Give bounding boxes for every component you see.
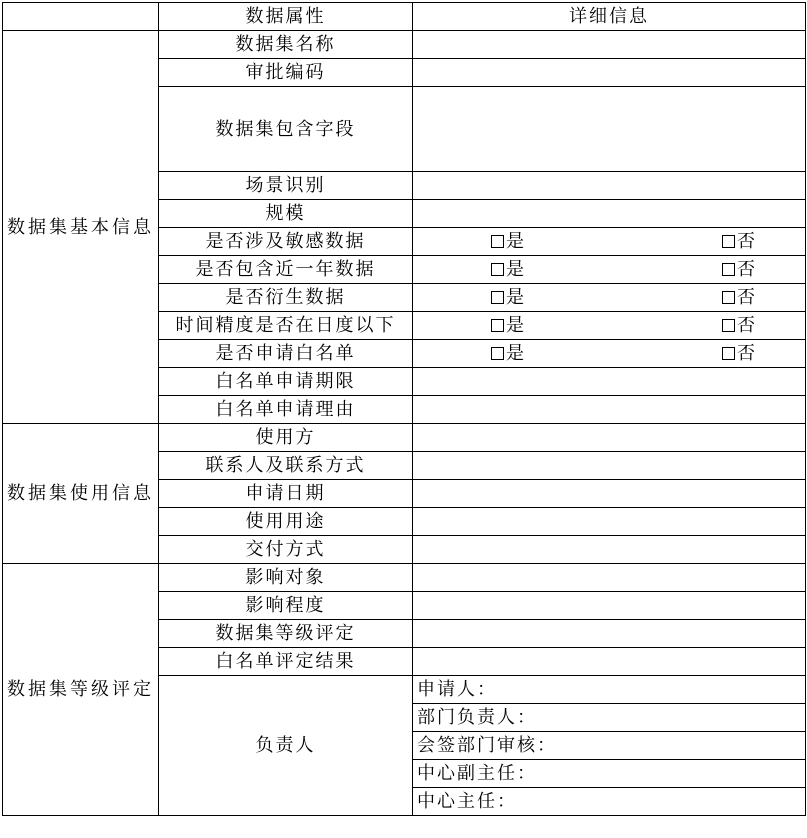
label-approval-code: 审批编码 xyxy=(159,59,413,87)
label-sensitive: 是否涉及敏感数据 xyxy=(159,228,413,256)
signer-cosign[interactable]: 会签部门审核： xyxy=(413,732,806,760)
option-yes-label: 是 xyxy=(506,315,526,336)
checkbox-icon[interactable] xyxy=(722,291,735,304)
precision-yes-option[interactable] xyxy=(491,312,526,339)
label-recent: 是否包含近一年数据 xyxy=(159,256,413,284)
option-yes-label: 是 xyxy=(506,287,526,308)
signer-deputy[interactable]: 中心副主任： xyxy=(413,760,806,788)
section-basic-info: 数据集基本信息 xyxy=(3,31,159,424)
value-scale[interactable] xyxy=(413,200,806,228)
checkbox-icon[interactable] xyxy=(722,263,735,276)
header-detail: 详细信息 xyxy=(413,3,806,31)
row-name xyxy=(3,31,806,59)
value-wl-result[interactable] xyxy=(413,648,806,676)
checkbox-icon[interactable] xyxy=(491,291,504,304)
label-purpose: 使用用途 xyxy=(159,508,413,536)
value-approval-code[interactable] xyxy=(413,59,806,87)
value-scene[interactable] xyxy=(413,172,806,200)
option-no-label: 否 xyxy=(737,231,757,252)
whitelist-no-option[interactable] xyxy=(722,340,757,367)
label-scene: 场景识别 xyxy=(159,172,413,200)
value-fields[interactable] xyxy=(413,87,806,172)
value-wl-period[interactable] xyxy=(413,368,806,396)
label-impact-object: 影响对象 xyxy=(159,564,413,592)
option-yes-label: 是 xyxy=(506,343,526,364)
label-scale: 规模 xyxy=(159,200,413,228)
row-impact-obj xyxy=(3,564,806,592)
value-whitelist xyxy=(413,340,806,368)
option-no-label: 否 xyxy=(737,343,757,364)
checkbox-icon[interactable] xyxy=(491,263,504,276)
label-derived: 是否衍生数据 xyxy=(159,284,413,312)
header-attr: 数据属性 xyxy=(159,3,413,31)
value-impact-object[interactable] xyxy=(413,564,806,592)
signer-director[interactable]: 中心主任： xyxy=(413,788,806,816)
dataset-application-form xyxy=(2,2,806,816)
section-usage-info: 数据集使用信息 xyxy=(3,424,159,564)
label-grade-eval: 数据集等级评定 xyxy=(159,620,413,648)
checkbox-icon[interactable] xyxy=(491,347,504,360)
value-precision xyxy=(413,312,806,340)
label-whitelist: 是否申请白名单 xyxy=(159,340,413,368)
value-sensitive xyxy=(413,228,806,256)
label-delivery: 交付方式 xyxy=(159,536,413,564)
label-impact-degree: 影响程度 xyxy=(159,592,413,620)
label-wl-result: 白名单评定结果 xyxy=(159,648,413,676)
row-user xyxy=(3,424,806,452)
option-yes-label: 是 xyxy=(506,231,526,252)
value-contact[interactable] xyxy=(413,452,806,480)
option-no-label: 否 xyxy=(737,315,757,336)
checkbox-icon[interactable] xyxy=(722,347,735,360)
sensitive-yes-option[interactable] xyxy=(491,228,526,255)
header-row xyxy=(3,3,806,31)
whitelist-yes-option[interactable] xyxy=(491,340,526,367)
label-user: 使用方 xyxy=(159,424,413,452)
derived-no-option[interactable] xyxy=(722,284,757,311)
option-no-label: 否 xyxy=(737,259,757,280)
label-dataset-name: 数据集名称 xyxy=(159,31,413,59)
checkbox-icon[interactable] xyxy=(722,235,735,248)
option-yes-label: 是 xyxy=(506,259,526,280)
value-delivery[interactable] xyxy=(413,536,806,564)
value-wl-reason[interactable] xyxy=(413,396,806,424)
value-recent xyxy=(413,256,806,284)
value-date[interactable] xyxy=(413,480,806,508)
value-impact-degree[interactable] xyxy=(413,592,806,620)
label-precision: 时间精度是否在日度以下 xyxy=(159,312,413,340)
label-contact: 联系人及联系方式 xyxy=(159,452,413,480)
recent-yes-option[interactable] xyxy=(491,256,526,283)
signer-dept-head[interactable]: 部门负责人： xyxy=(413,704,806,732)
label-fields: 数据集包含字段 xyxy=(159,87,413,172)
value-grade-eval[interactable] xyxy=(413,620,806,648)
value-user[interactable] xyxy=(413,424,806,452)
corner-cell xyxy=(3,3,159,31)
sensitive-no-option[interactable] xyxy=(722,228,757,255)
value-dataset-name[interactable] xyxy=(413,31,806,59)
derived-yes-option[interactable] xyxy=(491,284,526,311)
checkbox-icon[interactable] xyxy=(491,319,504,332)
checkbox-icon[interactable] xyxy=(722,319,735,332)
precision-no-option[interactable] xyxy=(722,312,757,339)
value-derived xyxy=(413,284,806,312)
value-purpose[interactable] xyxy=(413,508,806,536)
option-no-label: 否 xyxy=(737,287,757,308)
checkbox-icon[interactable] xyxy=(491,235,504,248)
recent-no-option[interactable] xyxy=(722,256,757,283)
label-responsible: 负责人 xyxy=(159,676,413,816)
label-date: 申请日期 xyxy=(159,480,413,508)
label-wl-period: 白名单申请期限 xyxy=(159,368,413,396)
signer-applicant[interactable]: 申请人： xyxy=(413,676,806,704)
label-wl-reason: 白名单申请理由 xyxy=(159,396,413,424)
section-grade: 数据集等级评定 xyxy=(3,564,159,816)
